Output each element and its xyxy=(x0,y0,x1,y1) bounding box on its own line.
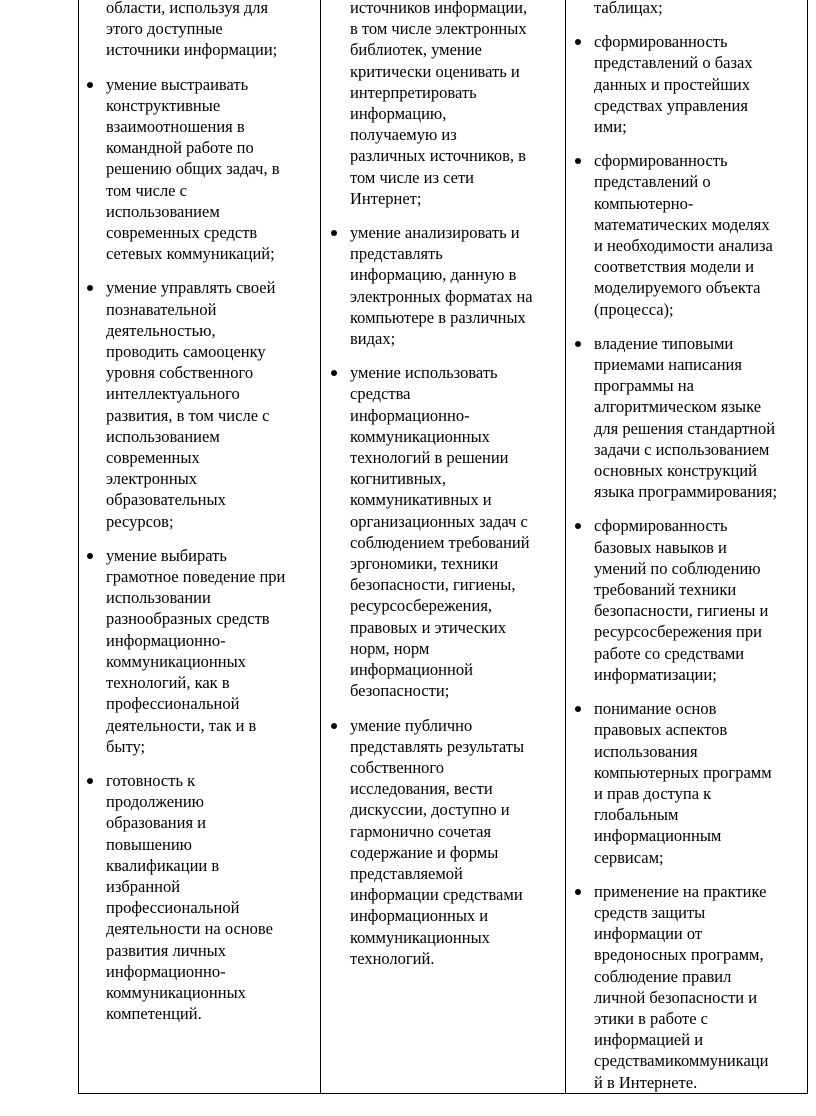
list-item xyxy=(106,545,318,757)
list-item-text: области, используя для этого доступные источники информации; xyxy=(106,0,278,60)
list-item xyxy=(594,698,807,868)
list-item xyxy=(594,515,807,685)
list-item xyxy=(594,150,807,320)
table-column-2 xyxy=(321,0,566,1093)
list-item-text: понимание основ правовых аспектов использования компьютерных программ и прав доступа к глобальным информационным сервисам; xyxy=(594,699,772,867)
list-item-text: источников информации, в том числе электронных библиотек, умение критически оценивать и интерпретировать информацию, получаемую из различных источников, в том числе из сети Интернет; xyxy=(350,0,528,208)
bullet-icon xyxy=(331,723,337,729)
bullet-list xyxy=(106,0,318,1037)
list-item xyxy=(106,770,318,1024)
list-item-text: умение анализировать и представлять информацию, данную в электронных форматах на компьютере в различных видах; xyxy=(350,223,533,349)
list-item-continuation xyxy=(106,0,318,61)
bullet-icon xyxy=(575,341,581,347)
bullet-icon xyxy=(575,523,581,529)
list-item xyxy=(594,881,807,1093)
list-item-text: умение управлять своей познавательной деятельностью, проводить самооценку уровня собственного интеллектуального развития, в том числе с использованием современных электронных образовательных ресурсов; xyxy=(106,278,276,531)
list-item xyxy=(350,222,564,349)
list-item-text: сформированность базовых навыков и умений по соблюдению требований техники безопасности, гигиены и ресурсосбережения при работе со средствами информатизации; xyxy=(594,516,769,684)
table-column-3 xyxy=(566,0,807,1093)
bullet-icon xyxy=(575,889,581,895)
list-item-text: умение выбирать грамотное поведение при использовании разнообразных средств информационно- коммуникационных технологий, как в профессиональной деятельности, так и в быту; xyxy=(106,545,286,756)
list-item-text: умение публично представлять результаты собственного исследования, вести дискуссии, доступно и гармонично сочетая содержание и формы представляемой информации средствами информационных и коммуникационных технологий. xyxy=(350,715,525,968)
list-item xyxy=(350,362,564,701)
list-item xyxy=(594,31,807,137)
list-item xyxy=(350,715,564,969)
bullet-icon xyxy=(331,230,337,236)
list-item-text: применение на практике средств защиты информации от вредоносных программ, соблюдение правил личной безопасности и этики в работе с информацией и средствамикоммуникаци й в Интернете. xyxy=(594,881,769,1092)
list-item-text: сформированность представлений о базах данных и простейших средствах управления ими; xyxy=(594,32,753,137)
list-item-continuation xyxy=(350,0,564,209)
list-item xyxy=(106,74,318,265)
table-column-1 xyxy=(79,0,321,1093)
list-item-text: таблицах; xyxy=(594,0,663,17)
bullet-icon xyxy=(87,285,93,291)
bullet-list xyxy=(350,0,564,982)
bullet-icon xyxy=(87,82,93,88)
list-item-text: сформированность представлений о компьютерно- математических моделях и необходимости анализа соответствия модели и моделируемого объекта (процесса); xyxy=(594,151,773,319)
list-item xyxy=(106,277,318,531)
list-item-text: готовность к продолжению образования и повышению квалификации в избранной профессиональной деятельности на основе развития личных информационно- коммуникационных компетенций. xyxy=(106,770,273,1024)
bullet-icon xyxy=(87,553,93,559)
list-item-text: умение выстраивать конструктивные взаимоотношения в командной работе по решению общих задач, в том числе с использованием современных средств сетевых коммуникаций; xyxy=(106,74,280,264)
list-item-text: владение типовыми приемами написания программы на алгоритмическом языке для решения стандартной задачи с использованием основных конструкций языка программирования; xyxy=(594,333,778,502)
list-item xyxy=(594,333,807,503)
list-item-text: умение использовать средства информационно- коммуникационных технологий в решении когнитивных, коммуникативных и организационных задач с соблюдением требований эргономики, техники безопасности, гигиены, ресурсосбережения, правовых и этических норм, норм информационной безопасности; xyxy=(350,363,530,701)
requirements-table xyxy=(78,0,808,1094)
bullet-icon xyxy=(331,370,337,376)
bullet-icon xyxy=(87,778,93,784)
bullet-icon xyxy=(575,706,581,712)
list-item-continuation xyxy=(594,0,807,18)
bullet-list xyxy=(594,0,807,1093)
bullet-icon xyxy=(575,158,581,164)
bullet-icon xyxy=(575,39,581,45)
